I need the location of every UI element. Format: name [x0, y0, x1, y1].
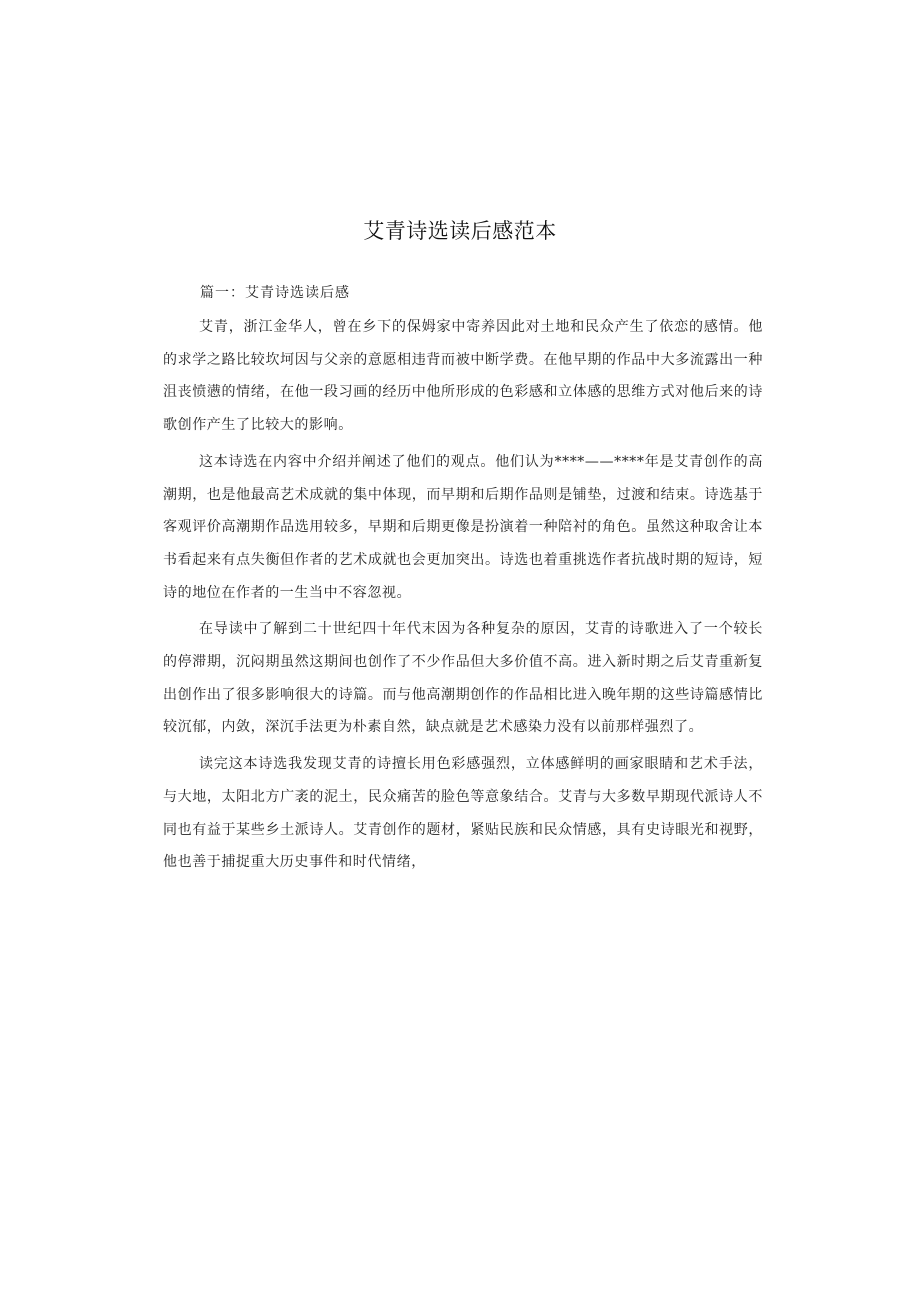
section-heading: 篇一：艾青诗选读后感: [200, 285, 350, 301]
document-body: [163, 311, 763, 883]
paragraph: 读完这本诗选我发现艾青的诗擅长用色彩感强烈，立体感鲜明的画家眼睛和艺术手法，与大地，太阳北方广袤的泥土，民众痛苦的脸色等意象结合。艾青与大多数早期现代派诗人不同也有益于某些乡土派诗人。艾青创作的题材，紧贴民族和民众情感，具有史诗眼光和视野，他也善于捕捉重大历史事件和时代情绪，: [163, 756, 763, 871]
paragraph: 这本诗选在内容中介绍并阐述了他们的观点。他们认为****——****年是艾青创作的高潮期，也是他最高艺术成就的集中体现，而早期和后期作品则是铺垫，过渡和结束。诗选基于客观评价高潮期作品选用较多，早期和后期更像是扮演着一种陪衬的角色。虽然这种取舍让本书看起来有点失衡但作者的艺术成就也会更加突出。诗选也着重挑选作者抗战时期的短诗，短诗的地位在作者的一生当中不容忽视。: [163, 453, 763, 601]
document-title: 艾青诗选读后感范本: [363, 219, 557, 243]
paragraph: 在导读中了解到二十世纪四十年代末因为各种复杂的原因，艾青的诗歌进入了一个较长的停滞期，沉闷期虽然这期间也创作了不少作品但大多价值不高。进入新时期之后艾青重新复出创作出了很多影响很大的诗篇。而与他高潮期创作的作品相比进入晚年期的这些诗篇感情比较沉郁，内敛，深沉手法更为朴素自然，缺点就是艺术感染力没有以前那样强烈了。: [163, 621, 763, 736]
paragraph: 艾青，浙江金华人，曾在乡下的保姆家中寄养因此对土地和民众产生了依恋的感情。他的求学之路比较坎坷因与父亲的意愿相违背而被中断学费。在他早期的作品中大多流露出一种沮丧愤懑的情绪，在他一段习画的经历中他所形成的色彩感和立体感的思维方式对他后来的诗歌创作产生了比较大的影响。: [163, 319, 763, 434]
